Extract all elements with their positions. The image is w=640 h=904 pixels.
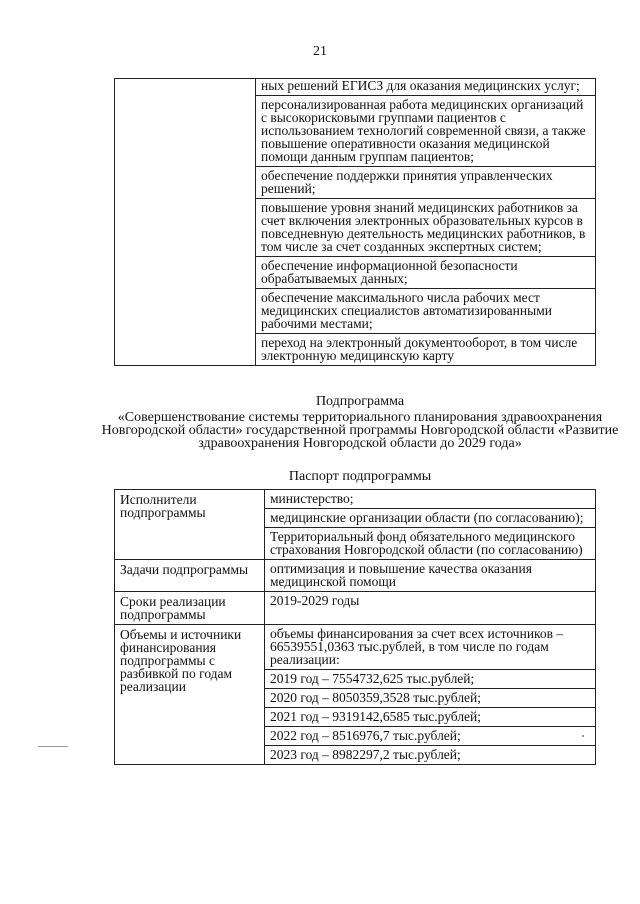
passport-table <box>114 489 596 765</box>
terms-text: 2019-2029 годы <box>270 593 360 608</box>
scan-speck <box>582 735 584 737</box>
executors-row <box>115 490 596 560</box>
measure-item: ных решений ЕГИСЗ для оказания медицинских услуг; <box>261 78 580 93</box>
measure-item: обеспечение максимального числа рабочих мест медицинских специалистов автоматизированными рабочими местами; <box>256 288 595 333</box>
measure-item: обеспечение информационной безопасности обрабатываемых данных; <box>256 256 595 288</box>
financing-item: 2021 год – 9319142,6585 тыс.рублей; <box>265 707 595 726</box>
subprogram-label: Подпрограмма <box>315 394 405 409</box>
tasks-row <box>115 560 596 592</box>
financing-item: 2020 год – 8050359,3528 тыс.рублей; <box>265 688 595 707</box>
financing-row <box>115 625 596 765</box>
measure-item: персонализированная работа медицинских организаций с высокорисковыми группами пациентов с использованием технологий современной связи, а также повышение оперативности оказания медицинской помощи данным группам пациентов; <box>256 95 595 166</box>
measure-item: обеспечение поддержки принятия управленческих решений; <box>256 166 595 198</box>
subprogram-title: «Совершенствование системы территориального планирования здравоохранения Новгородской области» государственной программы Новгородской области «Развитие здравоохранения Новгородской области до 2029 года» <box>101 410 619 451</box>
financing-item: объемы финансирования за счет всех источников – 66539551,0363 тыс.рублей, в том числе по годам реализации: <box>270 626 564 667</box>
financing-item: 2019 год – 7554732,625 тыс.рублей; <box>265 669 595 688</box>
executor-item: министерство; <box>270 491 354 506</box>
tasks-value <box>265 560 596 592</box>
executors-label: Исполнители подпрограммы <box>115 490 265 560</box>
financing-item: 2022 год – 8516976,7 тыс.рублей; <box>265 726 595 745</box>
page-number: 21 <box>313 44 327 59</box>
passport-title: Паспорт подпрограммы <box>288 469 432 484</box>
empty-left-cell <box>115 79 256 366</box>
terms-row <box>115 592 596 625</box>
measures-cell <box>256 79 596 366</box>
executor-item: медицинские организации области (по согласованию); <box>265 508 595 527</box>
financing-label: Объемы и источники финансирования подпрограммы с разбивкой по годам реализации <box>115 625 265 765</box>
financing-value <box>265 625 596 765</box>
continuation-table <box>114 78 596 366</box>
tasks-label: Задачи подпрограммы <box>115 560 265 592</box>
measure-item: переход на электронный документооборот, в том числе электронную медицинскую карту <box>256 333 595 365</box>
tasks-text: оптимизация и повышение качества оказания медицинской помощи <box>270 561 532 589</box>
terms-label: Сроки реализации подпрограммы <box>115 592 265 625</box>
executor-item: Территориальный фонд обязательного медицинского страхования Новгородской области (по согласованию) <box>265 527 595 559</box>
executors-value <box>265 490 596 560</box>
measure-item: повышение уровня знаний медицинских работников за счет включения электронных образовательных курсов в повседневную деятельность медицинских работников, в том числе за счет созданных экспертных систем; <box>256 198 595 256</box>
terms-value <box>265 592 596 625</box>
scan-speck <box>38 746 68 747</box>
financing-item: 2023 год – 8982297,2 тыс.рублей; <box>265 745 595 764</box>
